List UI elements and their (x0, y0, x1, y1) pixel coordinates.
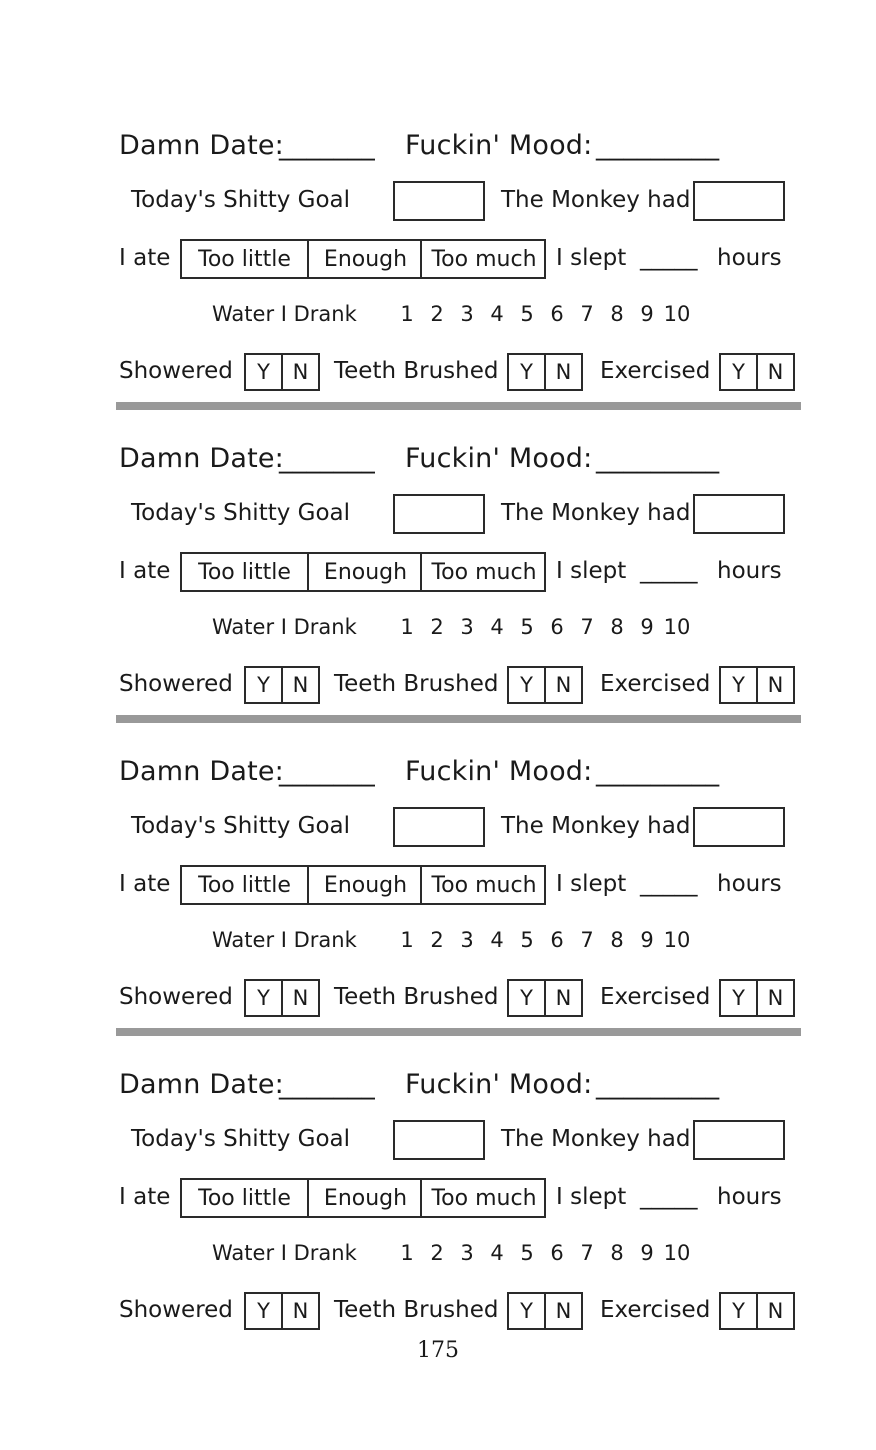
ate-option-enough[interactable]: Enough (307, 867, 422, 903)
teeth-yn (507, 666, 583, 704)
monkey-label: The Monkey had (501, 1126, 691, 1152)
date-label: Damn Date: (119, 443, 284, 474)
exercised-no[interactable]: N (756, 355, 793, 389)
mood-blank[interactable]: _________ (596, 1069, 720, 1100)
date-blank[interactable]: _______ (279, 130, 375, 161)
water-scale-2[interactable]: 2 (430, 615, 444, 639)
water-scale-4[interactable]: 4 (490, 1241, 504, 1265)
water-scale-9[interactable]: 9 (640, 302, 654, 326)
water-scale-6[interactable]: 6 (550, 1241, 564, 1265)
water-scale-3[interactable]: 3 (460, 615, 474, 639)
monkey-label: The Monkey had (501, 813, 691, 839)
showered-yes[interactable]: Y (257, 673, 270, 697)
exercised-label: Exercised (600, 1297, 711, 1323)
mood-blank[interactable]: _________ (596, 130, 720, 161)
ate-option-too-much[interactable]: Too much (420, 554, 546, 590)
water-label: Water I Drank (212, 302, 357, 326)
teeth-yn (507, 353, 583, 391)
date-blank[interactable]: _______ (279, 443, 375, 474)
water-scale-1[interactable]: 1 (400, 302, 414, 326)
water-scale-9[interactable]: 9 (640, 1241, 654, 1265)
exercised-yn (719, 1292, 795, 1330)
ate-label: I ate (119, 1184, 171, 1210)
showered-yn (244, 666, 320, 704)
teeth-yn (507, 1292, 583, 1330)
mood-blank[interactable]: _________ (596, 756, 720, 787)
water-scale-7[interactable]: 7 (580, 928, 594, 952)
water-scale-5[interactable]: 5 (520, 1241, 534, 1265)
showered-yn (244, 353, 320, 391)
ate-option-enough[interactable]: Enough (307, 554, 422, 590)
showered-no[interactable]: N (281, 1294, 318, 1328)
teeth-no[interactable]: N (544, 1294, 581, 1328)
exercised-label: Exercised (600, 984, 711, 1010)
exercised-yes[interactable]: Y (732, 673, 745, 697)
water-label: Water I Drank (212, 615, 357, 639)
water-scale-10[interactable]: 10 (663, 302, 691, 326)
water-scale-10[interactable]: 10 (663, 1241, 691, 1265)
date-blank[interactable]: _______ (279, 756, 375, 787)
goal-label: Today's Shitty Goal (131, 500, 351, 526)
water-scale (392, 930, 692, 951)
water-scale-7[interactable]: 7 (580, 302, 594, 326)
showered-label: Showered (119, 358, 233, 384)
water-scale-3[interactable]: 3 (460, 1241, 474, 1265)
water-scale-9[interactable]: 9 (640, 615, 654, 639)
ate-label: I ate (119, 245, 171, 271)
water-scale-8[interactable]: 8 (610, 1241, 624, 1265)
entry-divider (116, 715, 801, 723)
daily-entry (0, 112, 876, 425)
water-scale-1[interactable]: 1 (400, 928, 414, 952)
slept-blank[interactable]: _____ (640, 558, 698, 584)
slept-label: I slept (556, 1184, 627, 1210)
slept-label: I slept (556, 871, 627, 897)
goal-box[interactable] (393, 494, 485, 534)
exercised-yn (719, 666, 795, 704)
showered-yes[interactable]: Y (257, 986, 270, 1010)
ate-label: I ate (119, 871, 171, 897)
water-scale-1[interactable]: 1 (400, 1241, 414, 1265)
slept-label: I slept (556, 245, 627, 271)
goal-label: Today's Shitty Goal (131, 187, 351, 213)
water-scale-5[interactable]: 5 (520, 615, 534, 639)
water-scale-2[interactable]: 2 (430, 1241, 444, 1265)
date-label: Damn Date: (119, 1069, 284, 1100)
exercised-no[interactable]: N (756, 1294, 793, 1328)
mood-label: Fuckin' Mood: (405, 1069, 593, 1100)
ate-label: I ate (119, 558, 171, 584)
ate-options (180, 239, 546, 279)
exercised-yes[interactable]: Y (732, 1299, 745, 1323)
goal-box[interactable] (393, 1120, 485, 1160)
monkey-box[interactable] (693, 494, 785, 534)
ate-option-enough[interactable]: Enough (307, 1180, 422, 1216)
daily-entry (0, 738, 876, 1051)
slept-label: I slept (556, 558, 627, 584)
showered-label: Showered (119, 984, 233, 1010)
water-scale-6[interactable]: 6 (550, 615, 564, 639)
teeth-no[interactable]: N (544, 355, 581, 389)
water-scale-7[interactable]: 7 (580, 1241, 594, 1265)
water-scale-2[interactable]: 2 (430, 928, 444, 952)
mood-blank[interactable]: _________ (596, 443, 720, 474)
water-scale-4[interactable]: 4 (490, 615, 504, 639)
goal-label: Today's Shitty Goal (131, 1126, 351, 1152)
water-scale-5[interactable]: 5 (520, 302, 534, 326)
ate-options (180, 1178, 546, 1218)
exercised-no[interactable]: N (756, 981, 793, 1015)
water-scale (392, 617, 692, 638)
teeth-no[interactable]: N (544, 668, 581, 702)
date-label: Damn Date: (119, 130, 284, 161)
monkey-label: The Monkey had (501, 500, 691, 526)
showered-yn (244, 979, 320, 1017)
water-scale (392, 304, 692, 325)
goal-box[interactable] (393, 181, 485, 221)
showered-label: Showered (119, 1297, 233, 1323)
slept-blank[interactable]: _____ (640, 1184, 698, 1210)
showered-yes[interactable]: Y (257, 1299, 270, 1323)
showered-no[interactable]: N (281, 981, 318, 1015)
water-scale-1[interactable]: 1 (400, 615, 414, 639)
water-scale-5[interactable]: 5 (520, 928, 534, 952)
slept-hours-label: hours (717, 871, 782, 897)
teeth-yes[interactable]: Y (520, 1299, 533, 1323)
showered-yn (244, 1292, 320, 1330)
daily-entry (0, 1051, 876, 1364)
ate-option-too-little[interactable]: Too little (198, 872, 291, 898)
exercised-no[interactable]: N (756, 668, 793, 702)
water-scale-10[interactable]: 10 (663, 615, 691, 639)
teeth-label: Teeth Brushed (334, 358, 499, 384)
water-scale-7[interactable]: 7 (580, 615, 594, 639)
teeth-label: Teeth Brushed (334, 671, 499, 697)
goal-label: Today's Shitty Goal (131, 813, 351, 839)
monkey-box[interactable] (693, 181, 785, 221)
slept-hours-label: hours (717, 245, 782, 271)
mood-label: Fuckin' Mood: (405, 443, 593, 474)
teeth-no[interactable]: N (544, 981, 581, 1015)
slept-blank[interactable]: _____ (640, 245, 698, 271)
water-label: Water I Drank (212, 1241, 357, 1265)
monkey-box[interactable] (693, 1120, 785, 1160)
showered-no[interactable]: N (281, 668, 318, 702)
water-scale-9[interactable]: 9 (640, 928, 654, 952)
teeth-yes[interactable]: Y (520, 986, 533, 1010)
water-scale-2[interactable]: 2 (430, 302, 444, 326)
ate-option-too-much[interactable]: Too much (420, 1180, 546, 1216)
showered-yes[interactable]: Y (257, 360, 270, 384)
exercised-yes[interactable]: Y (732, 360, 745, 384)
page-number: 175 (417, 1338, 459, 1363)
water-scale-3[interactable]: 3 (460, 928, 474, 952)
ate-option-too-little[interactable]: Too little (198, 1185, 291, 1211)
slept-hours-label: hours (717, 558, 782, 584)
showered-no[interactable]: N (281, 355, 318, 389)
water-scale-8[interactable]: 8 (610, 615, 624, 639)
teeth-yes[interactable]: Y (520, 673, 533, 697)
slept-hours-label: hours (717, 1184, 782, 1210)
water-scale-8[interactable]: 8 (610, 302, 624, 326)
mood-label: Fuckin' Mood: (405, 130, 593, 161)
date-blank[interactable]: _______ (279, 1069, 375, 1100)
water-scale-10[interactable]: 10 (663, 928, 691, 952)
goal-box[interactable] (393, 807, 485, 847)
water-scale-6[interactable]: 6 (550, 302, 564, 326)
showered-label: Showered (119, 671, 233, 697)
teeth-label: Teeth Brushed (334, 984, 499, 1010)
monkey-box[interactable] (693, 807, 785, 847)
water-label: Water I Drank (212, 928, 357, 952)
slept-blank[interactable]: _____ (640, 871, 698, 897)
water-scale-6[interactable]: 6 (550, 928, 564, 952)
teeth-yn (507, 979, 583, 1017)
exercised-label: Exercised (600, 671, 711, 697)
date-label: Damn Date: (119, 756, 284, 787)
water-scale (392, 1243, 692, 1264)
water-scale-8[interactable]: 8 (610, 928, 624, 952)
exercised-yes[interactable]: Y (732, 986, 745, 1010)
exercised-yn (719, 353, 795, 391)
teeth-yes[interactable]: Y (520, 360, 533, 384)
ate-option-too-little[interactable]: Too little (198, 246, 291, 272)
exercised-yn (719, 979, 795, 1017)
teeth-label: Teeth Brushed (334, 1297, 499, 1323)
entry-divider (116, 402, 801, 410)
ate-options (180, 865, 546, 905)
daily-entry (0, 425, 876, 738)
entry-divider (116, 1028, 801, 1036)
water-scale-4[interactable]: 4 (490, 302, 504, 326)
ate-option-too-much[interactable]: Too much (420, 867, 546, 903)
ate-option-too-little[interactable]: Too little (198, 559, 291, 585)
exercised-label: Exercised (600, 358, 711, 384)
mood-label: Fuckin' Mood: (405, 756, 593, 787)
ate-options (180, 552, 546, 592)
ate-option-too-much[interactable]: Too much (420, 241, 546, 277)
monkey-label: The Monkey had (501, 187, 691, 213)
ate-option-enough[interactable]: Enough (307, 241, 422, 277)
water-scale-3[interactable]: 3 (460, 302, 474, 326)
water-scale-4[interactable]: 4 (490, 928, 504, 952)
